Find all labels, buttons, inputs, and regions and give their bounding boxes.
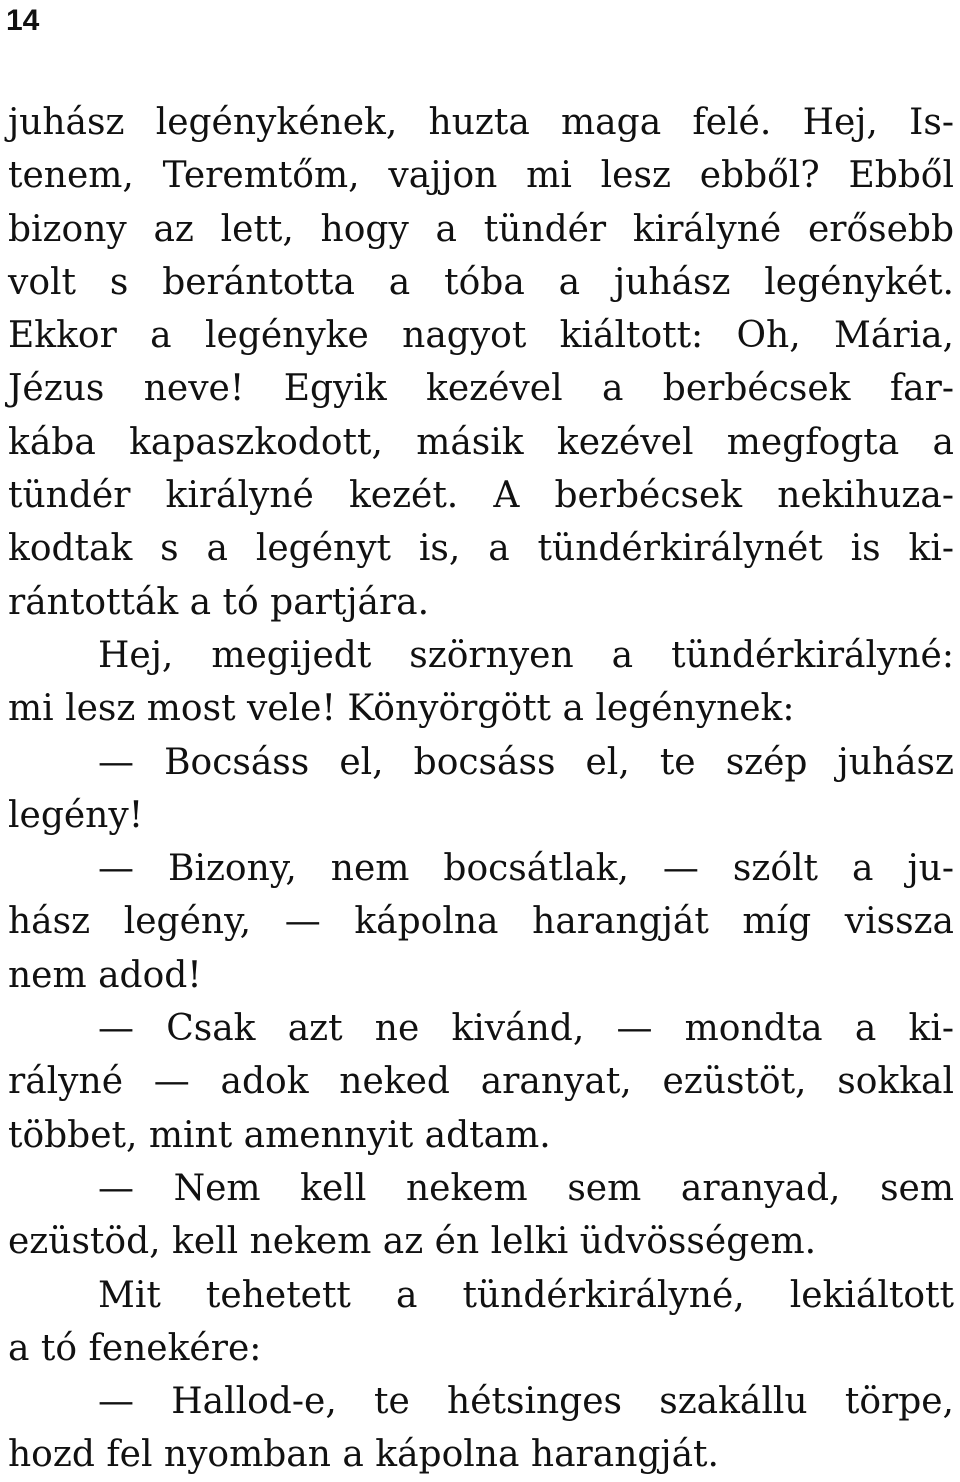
text-line: — Bizony, nem bocsátlak, — szólt a ju-: [98, 848, 954, 890]
text-line: — Csak azt ne kivánd, — mondta a ki-: [98, 1008, 954, 1050]
text-line: Hej, megijedt szörnyen a tündérkirályné:: [98, 634, 954, 676]
text-line: a tó fenekére:: [8, 1327, 262, 1369]
text-line: tündér királyné kezét. A berbécsek nekihuza-: [8, 475, 954, 517]
text-line: Ekkor a legényke nagyot kiáltott: Oh, Mária,: [8, 315, 954, 357]
text-line: Mit tehetett a tündérkirályné, lekiáltott: [98, 1274, 954, 1316]
text-line: hász legény, — kápolna harangját míg vissza: [8, 901, 954, 943]
text-line: — Hallod-e, te hétsinges szakállu törpe,: [98, 1381, 954, 1423]
text-line: tenem, Teremtőm, vajjon mi lesz ebből? Ebből: [8, 155, 954, 197]
text-line: — Bocsáss el, bocsáss el, te szép juhász: [98, 741, 954, 783]
text-line: hozd fel nyomban a kápolna harangját.: [8, 1434, 719, 1476]
text-line: bizony az lett, hogy a tündér királyné erősebb: [8, 208, 954, 250]
text-line: nem adod!: [8, 954, 202, 996]
text-line: többet, mint amennyit adtam.: [8, 1114, 551, 1156]
text-line: rántották a tó partjára.: [8, 581, 430, 623]
text-line: — Nem kell nekem sem aranyad, sem: [98, 1167, 954, 1209]
text-line: Jézus neve! Egyik kezével a berbécsek far-: [8, 368, 954, 410]
text-line: rályné — adok neked aranyat, ezüstöt, sokkal: [8, 1061, 954, 1103]
text-line: volt s berántotta a tóba a juhász legénykét.: [8, 261, 954, 303]
body-text: [8, 96, 954, 1482]
page-number: 14: [6, 4, 40, 37]
text-line: juhász legénykének, huzta maga felé. Hej, Is-: [8, 102, 954, 143]
text-line: mi lesz most vele! Könyörgött a legénynek:: [8, 688, 795, 730]
text-line: kodtak s a legényt is, a tündérkirálynét is ki-: [8, 528, 954, 570]
text-line: kába kapaszkodott, másik kezével megfogta a: [8, 421, 954, 463]
text-line: legény!: [8, 794, 144, 836]
text-line: ezüstöd, kell nekem az én lelki üdvösségem.: [8, 1221, 817, 1263]
